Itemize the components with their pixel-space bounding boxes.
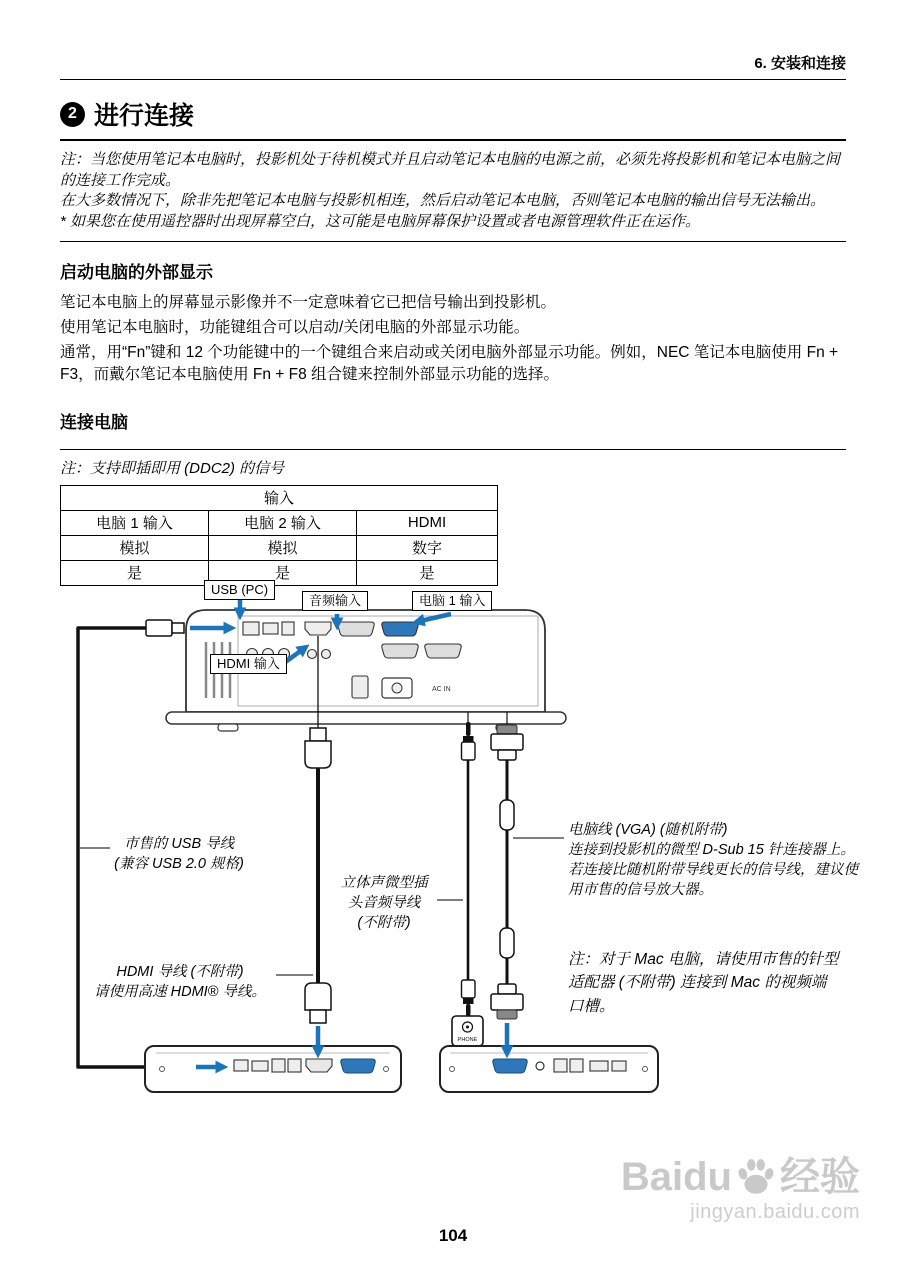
laptop-left — [145, 1046, 401, 1092]
label-usb-pc: USB (PC) — [204, 580, 275, 600]
usb-plug-top — [146, 620, 172, 636]
mac-note — [568, 948, 870, 1018]
hdmi-plug-top — [305, 741, 331, 768]
ddc-note: 注：支持即插即用 (DDC2) 的信号 — [60, 459, 285, 477]
laptop-vga-port-left — [341, 1059, 375, 1073]
label-hdmi-in: HDMI 输入 — [210, 654, 287, 674]
vga-cable-note — [568, 820, 870, 900]
usb-cable-note-line-2: (兼容 USB 2.0 规格) — [114, 856, 244, 872]
vga-connector-bottom — [491, 994, 523, 1010]
vga-cable-note-line-4: 用市售的信号放大器。 — [568, 882, 713, 898]
vga-cable-note-line-1: 电脑线 (VGA) (随机附带) — [568, 822, 728, 838]
laptop-hdmi-port — [306, 1059, 332, 1072]
connection-diagram — [0, 570, 906, 1105]
computer2-port — [382, 644, 418, 658]
page-number: 104 — [438, 1226, 468, 1245]
laptop-right — [440, 1046, 658, 1092]
audio-plug-top — [466, 722, 471, 736]
computer1-port — [382, 622, 418, 636]
note-line-1: 注：当您使用笔记本电脑时，投影机处于待机模式并且启动笔记本电脑的电源之前，必须先将投影机和笔记本电脑之间的连接工作完成。 — [60, 151, 841, 189]
usb-a-port — [263, 623, 278, 634]
section-external-display-heading: 启动电脑的外部显示 — [60, 262, 213, 282]
mac-note-line-3: 口槽。 — [568, 997, 615, 1015]
table-cell-yes-1: 是 — [61, 560, 209, 585]
top-notes — [60, 150, 846, 233]
watermark-brand — [621, 1156, 860, 1198]
note-line-3: * 如果您在使用遥控器时出现屏幕空白，这可能是电脑屏幕保护设置或者电源管理软件正在运作。 — [60, 213, 701, 231]
usb-b-port — [282, 622, 294, 635]
table-cell-yes-2: 是 — [209, 560, 357, 585]
monitor-out-port — [338, 622, 374, 636]
note-line-2: 在大多数情况下，除非先把笔记本电脑与投影机相连，然后启动笔记本电脑，否则笔记本电脑的输出信号无法输出。 — [60, 192, 826, 210]
hdmi-cable-note-line-2: 请使用高速 HDMI® 导线。 — [94, 984, 266, 1000]
ferrite-core-top — [500, 800, 514, 830]
audio-in-jack — [308, 650, 317, 659]
hdmi-cable-note-line-1: HDMI 导线 (不附带) — [116, 964, 244, 980]
audio-cable — [452, 712, 483, 1046]
vga-cable-note-line-2: 连接到投影机的微型 D-Sub 15 针连接器上。 — [568, 842, 855, 858]
label-audio-in: 音频输入 — [302, 591, 368, 611]
vga-cable-note-line-3: 若连接比随机附带导线更长的信号线，建议使 — [568, 862, 858, 878]
table-cell-hdmi: HDMI — [357, 510, 498, 535]
table-cell-computer1: 电脑 1 输入 — [61, 510, 209, 535]
table-row-header — [61, 485, 498, 510]
title-number-badge: 2 — [60, 102, 85, 127]
table-cell-computer2: 电脑 2 输入 — [209, 510, 357, 535]
connect-pc-rule — [60, 449, 846, 450]
table-row-signal-type — [61, 535, 498, 560]
jingyan-logo-text: 经验 — [780, 1155, 860, 1199]
control-port — [425, 644, 461, 658]
audio-cable-note — [326, 873, 442, 933]
chapter-header: 6. 安装和连接 — [754, 55, 846, 72]
usb-cable-note-line-1: 市售的 USB 导线 — [123, 836, 235, 852]
external-display-para-3: 通常，用“Fn”键和 12 个功能键中的一个键组合来启动或关闭电脑外部显示功能。例如，NEC 笔记本电脑使用 Fn + F3，而戴尔笔记本电脑使用 Fn + F8 组合键来控制外部显示功能的选择。 — [60, 343, 839, 383]
page-title-text: 进行连接 — [94, 102, 195, 130]
hdmi-plug-bottom — [305, 983, 331, 1010]
table-cell-analog-2: 模拟 — [209, 535, 357, 560]
table-row-columns — [61, 510, 498, 535]
external-display-para-1: 笔记本电脑上的屏幕显示影像并不一定意味着它已把信号输出到投影机。 — [60, 293, 557, 311]
audio-cable-note-line-1: 立体声微型插 — [340, 875, 428, 891]
baidu-logo-text: Baidu — [620, 1155, 732, 1199]
ac-in-label: AC IN — [432, 686, 451, 693]
audio-plug-bottom — [462, 980, 476, 998]
phone-label: PHONE — [457, 1037, 478, 1043]
vga-cable — [491, 712, 523, 1019]
header-rule — [60, 79, 846, 80]
hdmi-port — [305, 622, 331, 635]
section-connect-pc-heading: 连接电脑 — [60, 412, 128, 432]
title-rule — [60, 139, 846, 141]
watermark-url: jingyan.baidu.com — [690, 1201, 860, 1223]
power-switch — [352, 676, 368, 698]
audio-cable-note-line-3: (不附带) — [357, 915, 411, 931]
page-title — [60, 96, 846, 132]
external-display-para-2: 使用笔记本电脑时，功能键组合可以启动/关闭电脑的外部显示功能。 — [60, 318, 530, 336]
hdmi-cable-note — [84, 962, 276, 1002]
usb-cable-note — [90, 834, 268, 874]
audio-cable-note-line-2: 头音频导线 — [347, 895, 421, 911]
mac-note-line-2: 适配器 (不附带) 连接到 Mac 的视频端 — [568, 974, 827, 992]
lan-port — [243, 622, 259, 635]
mac-note-line-1: 注：对于 Mac 电脑，请使用市售的针型 — [568, 951, 839, 968]
baidu-jingyan-watermark — [621, 1156, 860, 1224]
table-header-input: 输入 — [61, 485, 498, 510]
laptop-vga-port-right — [493, 1059, 527, 1073]
phone-jack-box — [452, 1016, 483, 1046]
table-cell-digital: 数字 — [357, 535, 498, 560]
label-computer1-in: 电脑 1 输入 — [412, 591, 492, 611]
notes-rule — [60, 241, 846, 242]
vga-connector-top — [491, 734, 523, 750]
table-cell-analog-1: 模拟 — [61, 535, 209, 560]
ferrite-core-bottom — [500, 928, 514, 958]
baidu-paw-icon — [735, 1156, 777, 1198]
table-cell-yes-3: 是 — [357, 560, 498, 585]
